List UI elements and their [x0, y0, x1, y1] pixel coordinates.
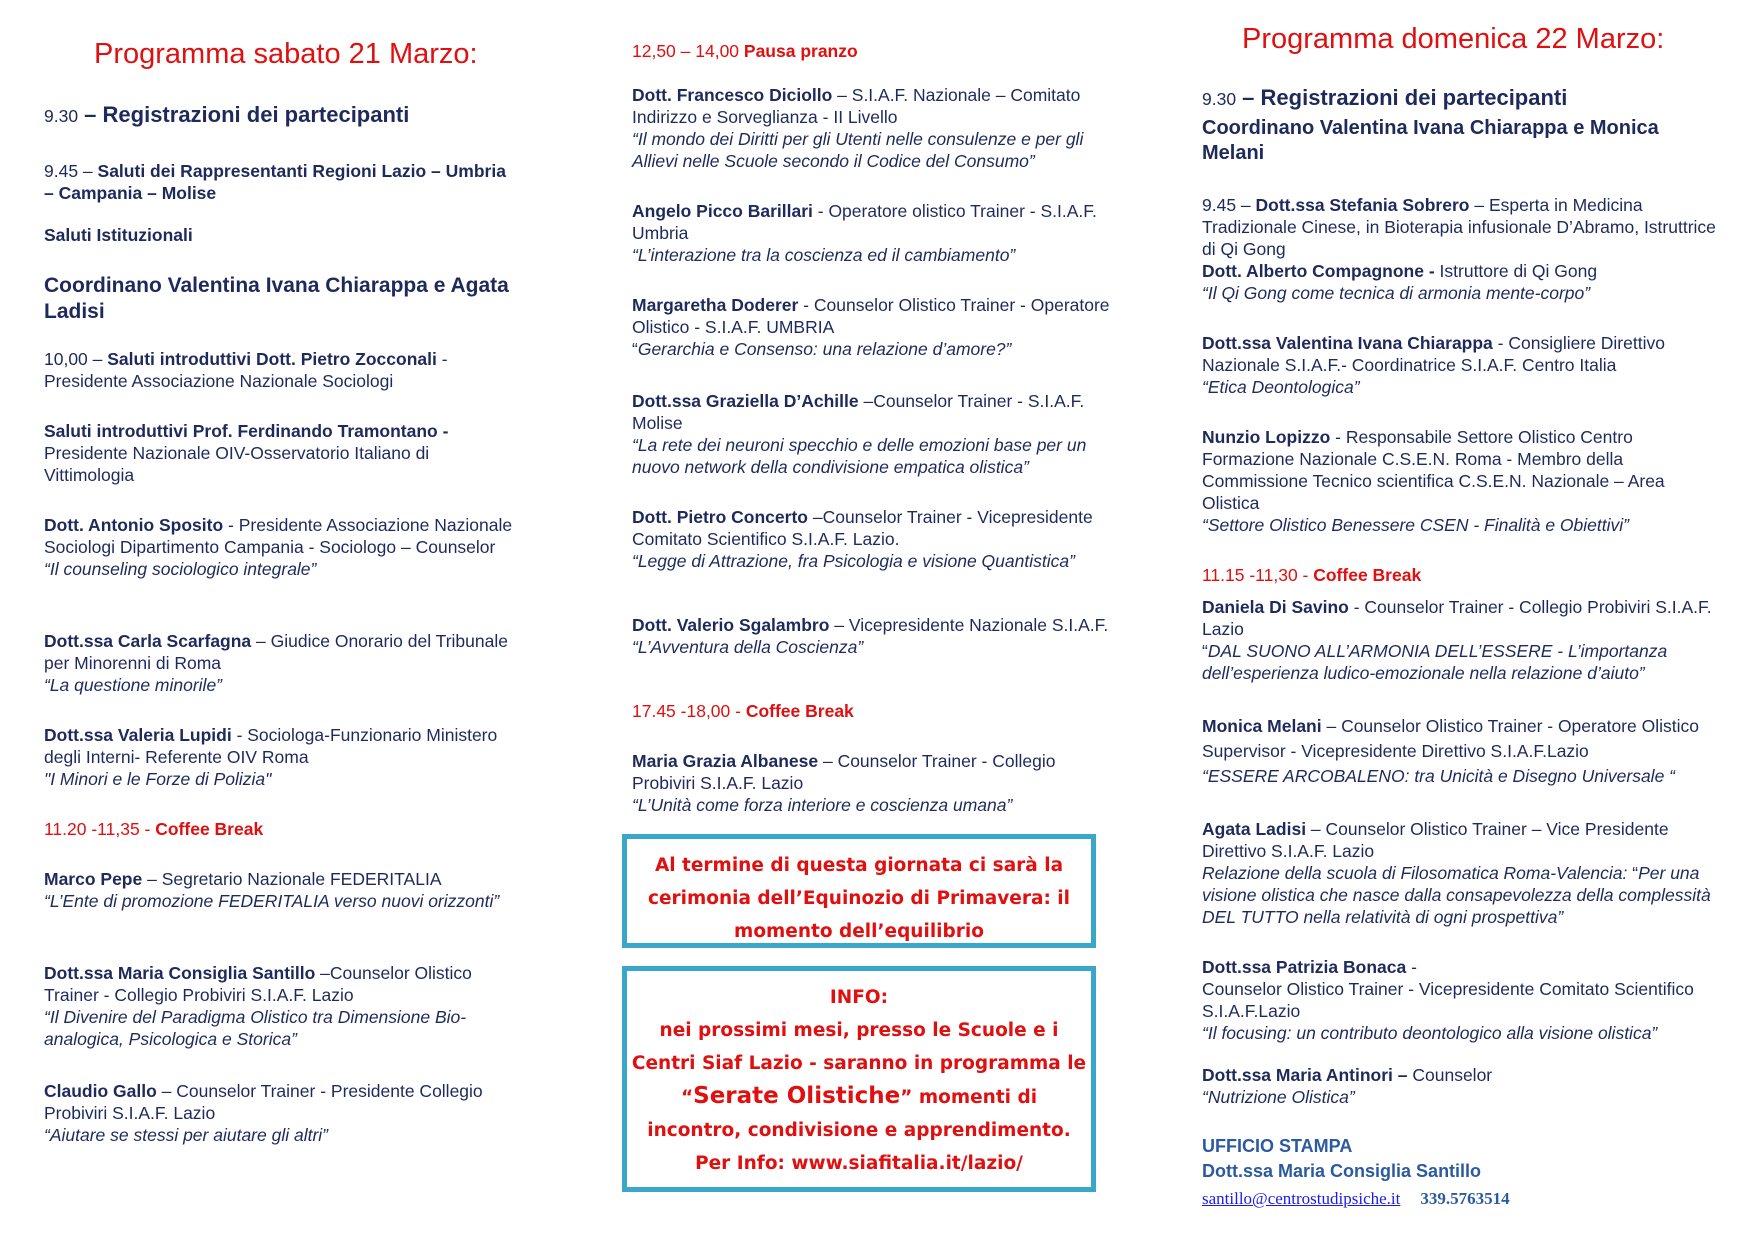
role: – Counselor Olistico Trainer – Vice Presidente Direttivo S.I.A.F. Lazio: [1202, 819, 1669, 861]
ufficio-name: Dott.ssa Maria Consiglia Santillo: [1202, 1161, 1482, 1181]
quote-mark: “: [1202, 641, 1208, 661]
name: Dott.ssa Patrizia Bonaca: [1202, 957, 1407, 977]
speaker-lupidi: [44, 724, 514, 790]
column-sunday: [1202, 0, 1722, 1240]
speaker-dachille: [632, 390, 1112, 478]
text: Saluti dei Rappresentanti Regioni Lazio – Umbria – Campania – Molise: [44, 161, 506, 203]
box1-line: momento dell’equilibrio: [734, 921, 984, 942]
talk-title: “ESSERE ARCOBALENO: tra Unicità e Disegno Universale “: [1202, 766, 1675, 786]
role: - Consigliere Direttivo Nazionale S.I.A.F.- Coordinatrice S.I.A.F. Centro Italia: [1202, 333, 1665, 375]
talk-title: “L’Ente di promozione FEDERITALIA verso nuovi orizzonti”: [44, 891, 500, 911]
role: Presidente Nazionale OIV-Osservatorio Italiano di Vittimologia: [44, 443, 430, 485]
role: – Counselor Olistico Trainer - Operatore Olistico Supervisor - Vicepresidente Direttivo S.I.A.F.Lazio: [1202, 716, 1699, 761]
talk-title: Gerarchia e Consenso: una relazione d’amore?”: [637, 339, 1012, 359]
time: 11.15 -11,30 -: [1202, 565, 1314, 585]
talk-title: “L’Unità come forza interiore e coscienza umana”: [632, 795, 1013, 815]
info-line: incontro, condivisione e apprendimento.: [647, 1120, 1071, 1141]
talk-title: “Il mondo dei Diritti per gli Utenti nelle consulenze e per gli Allievi nelle Scuole secondo il Codice del Consumo”: [632, 129, 1084, 171]
role: – S.I.A.F. Nazionale – Comitato Indirizzo e Sorveglianza - II Livello: [632, 85, 1081, 127]
talk-title: "I Minori e le Forze di Polizia": [44, 769, 272, 789]
speaker-tramontano: [44, 420, 514, 486]
name: Dott. Alberto Compagnone -: [1202, 261, 1435, 281]
speaker-sposito: [44, 514, 514, 580]
talk-title: “Legge di Attrazione, fra Psicologia e visione Quantistica”: [632, 551, 1075, 571]
role: Counselor: [1407, 1065, 1493, 1085]
reg-time: 9.30: [1202, 89, 1237, 109]
info-link[interactable]: Per Info: www.siafitalia.it/lazio/: [695, 1153, 1023, 1174]
role: – Counselor Trainer - Collegio Probiviri S.I.A.F. Lazio: [632, 751, 1056, 793]
saturday-coffee-break-1: [44, 818, 514, 840]
time: 9.45 –: [44, 161, 98, 181]
speaker-sobrero: [1202, 194, 1722, 304]
speaker-lopizzo: [1202, 426, 1722, 536]
speaker-bonaca: [1202, 956, 1722, 1044]
label: Coffee Break: [155, 819, 264, 839]
role: – Segretario Nazionale FEDERITALIA: [142, 869, 442, 889]
name: Dott.ssa Graziella D’Achille: [632, 391, 859, 411]
role: Counselor Olistico Trainer - Vicepresidente Comitato Scientifico S.I.A.F.Lazio: [1202, 979, 1694, 1021]
talk-title: “Il Qi Gong come tecnica di armonia mente-corpo”: [1202, 283, 1591, 303]
role: – Giudice Onorario del Tribunale per Minorenni di Roma: [44, 631, 508, 673]
name: Nunzio Lopizzo: [1202, 427, 1331, 447]
equinox-notice-box: [622, 834, 1096, 948]
role: – Vicepresidente Nazionale S.I.A.F.: [829, 615, 1109, 635]
time: 10,00 –: [44, 349, 108, 369]
role: - Operatore olistico Trainer - S.I.A.F. Umbria: [632, 201, 1097, 243]
name: Dott.ssa Valeria Lupidi: [44, 725, 232, 745]
quote-mark: “: [632, 339, 638, 359]
name: Dott. Pietro Concerto: [632, 507, 808, 527]
sunday-registration: [1202, 85, 1722, 111]
info-line-tail: ” momenti di: [900, 1087, 1038, 1108]
dash: -: [1406, 957, 1417, 977]
name: Angelo Picco Barillari: [632, 201, 813, 221]
speaker-ladisi: [1202, 818, 1722, 928]
talk-title: “Settore Olistico Benessere CSEN - Finalità e Obiettivi”: [1202, 515, 1629, 535]
role: –Counselor Trainer - Vicepresidente Comitato Scientifico S.I.A.F. Lazio.: [632, 507, 1093, 549]
talk-title: “Il focusing: un contributo deontologico alla visione olistica”: [1202, 1023, 1658, 1043]
saluti-istituzionali: Saluti Istituzionali: [44, 225, 193, 245]
role: - Presidente Associazione Nazionale Sociologi Dipartimento Campania - Sociologo – Counselor: [44, 515, 513, 557]
talk-title: DAL SUONO ALL’ARMONIA DELL’ESSERE - L’importanza dell’esperienza ludico-emozionale nella relazione d’aiuto”: [1202, 641, 1668, 683]
speaker-doderer: [632, 294, 1112, 360]
label: Coffee Break: [1313, 565, 1422, 585]
time: 9.45 –: [1202, 195, 1256, 215]
quote-mark: “: [680, 1087, 694, 1108]
name: Dott.ssa Maria Consiglia Santillo: [44, 963, 316, 983]
speaker-antinori: [1202, 1064, 1722, 1108]
phone-number: 339.5763514: [1420, 1189, 1510, 1208]
name: Dott.ssa Valentina Ivana Chiarappa: [1202, 333, 1493, 353]
speaker-chiarappa: [1202, 332, 1722, 398]
role: - Responsabile Settore Olistico Centro Formazione Nazionale C.S.E.N. Roma - Membro della Commissione Tecnico scientifica C.S.E.N. Nazionale – Area Olistica: [1202, 427, 1665, 513]
saturday-registration: [44, 102, 514, 128]
speaker-santillo: [44, 962, 514, 1050]
speaker-concerto: [632, 506, 1112, 572]
talk-title: “Aiutare se stessi per aiutare gli altri”: [44, 1125, 328, 1145]
role: – Esperta in Medicina Tradizionale Cinese, in Bioterapia infusionale D’Abramo, Istruttrice di Qi Gong: [1202, 195, 1716, 259]
ufficio-stampa: [1202, 1134, 1722, 1210]
contact-line: [1202, 1188, 1722, 1210]
ufficio-heading: UFFICIO STAMPA: [1202, 1136, 1353, 1156]
name: Dott.ssa Maria Antinori –: [1202, 1065, 1408, 1085]
talk-title: “Nutrizione Olistica”: [1202, 1087, 1355, 1107]
speaker-gallo: [44, 1080, 514, 1146]
sunday-title: Programma domenica 22 Marzo:: [1242, 23, 1665, 55]
speaker-zocconali: [44, 348, 514, 392]
serate-olistiche: Serate Olistiche: [693, 1083, 901, 1109]
role: - Counselor Olistico Trainer - Operatore Olistico - S.I.A.F. UMBRIA: [632, 295, 1110, 337]
talk-title: “L’interazione tra la coscienza ed il cambiamento”: [632, 245, 1016, 265]
sunday-coordinano: Coordinano Valentina Ivana Chiarappa e Monica Melani: [1202, 117, 1659, 164]
label: Pausa pranzo: [743, 41, 858, 61]
talk-title: “L’Avventura della Coscienza”: [632, 637, 864, 657]
speaker-albanese: [632, 750, 1112, 816]
time: 12,50 – 14,00: [632, 41, 744, 61]
reg-text: – Registrazioni dei partecipanti: [78, 102, 410, 127]
role: - Presidente Associazione Nazionale Sociologi: [44, 349, 448, 391]
speaker-sgalambro: [632, 614, 1112, 658]
info-line: Centri Siaf Lazio - saranno in programma le: [631, 1053, 1087, 1074]
name: Dott. Francesco Diciollo: [632, 85, 833, 105]
name: Dott. Antonio Sposito: [44, 515, 224, 535]
column-saturday: [44, 0, 514, 1240]
speaker-scarfagna: [44, 630, 514, 696]
role: – Counselor Trainer - Presidente Collegio Probiviri S.I.A.F. Lazio: [44, 1081, 483, 1123]
name: Dott. Valerio Sgalambro: [632, 615, 830, 635]
name: Margaretha Doderer: [632, 295, 799, 315]
box1-line: Al termine di questa giornata ci sarà la: [654, 855, 1064, 876]
info-box: [622, 966, 1096, 1192]
box1-line: cerimonia dell’Equinozio di Primavera: il: [648, 888, 1070, 909]
role: Istruttore di Qi Gong: [1434, 261, 1598, 281]
name: Dott.ssa Stefania Sobrero: [1255, 195, 1470, 215]
reg-text: – Registrazioni dei partecipanti: [1236, 85, 1568, 110]
saturday-title: Programma sabato 21 Marzo:: [94, 38, 478, 70]
saturday-coordinano: Coordinano Valentina Ivana Chiarappa e Agata Ladisi: [44, 274, 509, 323]
talk-title: “Il Divenire del Paradigma Olistico tra Dimensione Bio-analogica, Psicologica e Storica”: [44, 1007, 467, 1049]
speaker-melani: [1202, 714, 1722, 789]
name: Monica Melani: [1202, 716, 1322, 736]
talk-title: “La rete dei neuroni specchio e delle emozioni base per un nuovo network della condivisione empatica olistica”: [632, 435, 1087, 477]
name: Saluti introduttivi Dott. Pietro Zocconali: [107, 349, 437, 369]
name: Saluti introduttivi Prof. Ferdinando Tramontano -: [44, 421, 449, 441]
time: 17.45 -18,00 -: [632, 701, 746, 721]
info-heading: INFO:: [829, 987, 889, 1008]
speaker-disavino: [1202, 596, 1722, 684]
talk-title: “La questione minorile”: [44, 675, 223, 695]
talk-title: Relazione della scuola di Filosomatica Roma-Valencia:: [1202, 863, 1628, 883]
label: Coffee Break: [745, 701, 854, 721]
talk-title: “Etica Deontologica”: [1202, 377, 1360, 397]
reg-time: 9.30: [44, 106, 79, 126]
name: Claudio Gallo: [44, 1081, 157, 1101]
sunday-coffee-break: [1202, 564, 1722, 586]
speaker-barillari: [632, 200, 1112, 266]
saturday-coffee-break-2: [632, 700, 1112, 722]
pausa-pranzo: [632, 40, 1112, 62]
talk-title: Per una visione olistica che nasce dalla consapevolezza della complessità DEL TUTTO nella relatività di ogni prospettiva”: [1202, 863, 1711, 927]
speaker-diciollo: [632, 84, 1112, 172]
info-line: nei prossimi mesi, presso le Scuole e i: [659, 1020, 1059, 1041]
role: - Sociologa-Funzionario Ministero degli Interni- Referente OIV Roma: [44, 725, 498, 767]
role: –Counselor Olistico Trainer - Collegio Probiviri S.I.A.F. Lazio: [44, 963, 472, 1005]
quote-mark: “: [1627, 863, 1639, 883]
speaker-pepe: [44, 868, 514, 912]
name: Agata Ladisi: [1202, 819, 1307, 839]
name: Dott.ssa Carla Scarfagna: [44, 631, 252, 651]
info-line-serate: [627, 1080, 1091, 1114]
name: Maria Grazia Albanese: [632, 751, 819, 771]
saluti-regioni: [44, 160, 514, 204]
talk-title: “Il counseling sociologico integrale”: [44, 559, 317, 579]
email-link[interactable]: santillo@centrostudipsiche.it: [1202, 1189, 1401, 1208]
time: 11.20 -11,35 -: [44, 819, 156, 839]
name: Daniela Di Savino: [1202, 597, 1349, 617]
name: Marco Pepe: [44, 869, 143, 889]
role: - Counselor Trainer - Collegio Probiviri S.I.A.F. Lazio: [1202, 597, 1712, 639]
role: –Counselor Trainer - S.I.A.F. Molise: [632, 391, 1085, 433]
